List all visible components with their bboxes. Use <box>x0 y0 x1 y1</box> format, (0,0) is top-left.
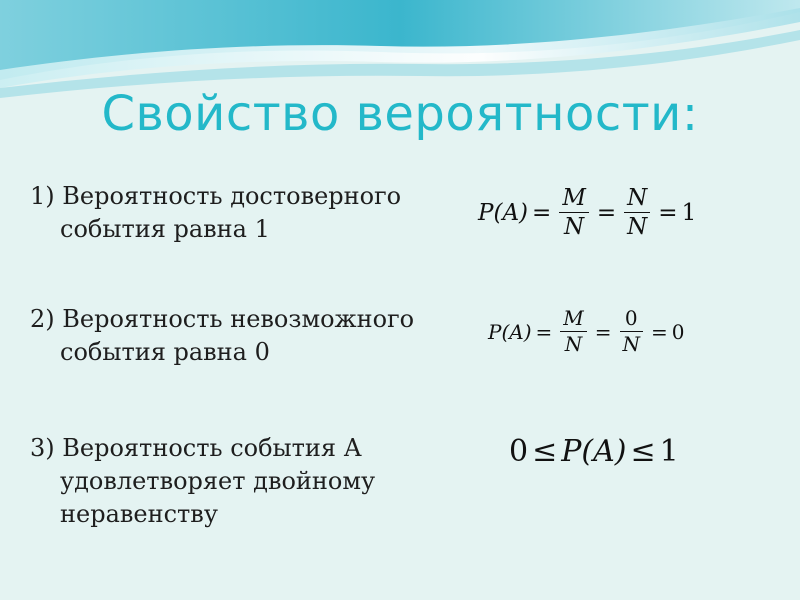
formula-2-fraction-1-denominator: N <box>564 332 583 356</box>
formula-2-lhs: P(A) <box>488 319 532 344</box>
slide-title: Свойство вероятности: <box>101 86 699 142</box>
formula-2-fraction-2-numerator: 0 <box>624 306 638 330</box>
property-3-line-2: удовлетворяет двойному <box>60 467 376 495</box>
property-3-line-3: неравенству <box>60 500 218 528</box>
formula-2-result: 0 <box>671 319 685 344</box>
formula-1-fraction-1 <box>559 186 589 239</box>
formula-2-equals-2: = <box>594 319 612 344</box>
formula-2-equals-3: = <box>651 319 668 344</box>
property-2 <box>30 303 414 369</box>
formula-1-fraction-2 <box>624 186 650 239</box>
formula-3-left: 0 <box>509 434 529 469</box>
formula-1-lhs: P(A) <box>478 199 529 226</box>
property-2-line-2: события равна 0 <box>60 338 270 366</box>
formula-2-equals-1: = <box>535 319 553 344</box>
formula-3-le-2: ≤ <box>630 434 656 469</box>
formula-1-equals-1: = <box>532 199 552 226</box>
formula-double-inequality <box>509 434 679 469</box>
formula-1-equals-2: = <box>596 199 617 226</box>
property-1-line-1: 1) Вероятность достоверного <box>30 182 402 210</box>
formula-1-fraction-1-numerator: M <box>562 185 586 211</box>
formula-1-fraction-2-denominator: N <box>627 214 648 241</box>
property-3-line-1: 3) Вероятность события А <box>30 434 362 462</box>
formula-2-fraction-1-numerator: M <box>563 306 584 330</box>
property-1-line-2: события равна 1 <box>60 215 270 243</box>
formula-2-fraction-2-denominator: N <box>622 332 641 356</box>
property-1 <box>30 180 401 246</box>
formula-2-fraction-1 <box>560 308 586 355</box>
formula-1-equals-3: = <box>658 199 678 226</box>
property-2-line-1: 2) Вероятность невозможного <box>30 305 415 333</box>
formula-impossible-event <box>488 308 685 355</box>
formula-1-result: 1 <box>681 199 697 226</box>
fraction-bar <box>624 212 650 213</box>
property-3 <box>30 432 375 531</box>
formula-2-fraction-2 <box>620 308 644 355</box>
formula-3-right: 1 <box>659 434 679 469</box>
formula-1-fraction-2-numerator: N <box>627 185 648 211</box>
formula-certain-event <box>478 186 696 239</box>
fraction-bar <box>559 212 589 213</box>
formula-1-fraction-1-denominator: N <box>564 214 585 241</box>
formula-3-mid: P(A) <box>561 434 627 469</box>
formula-3-le-1: ≤ <box>532 434 558 469</box>
